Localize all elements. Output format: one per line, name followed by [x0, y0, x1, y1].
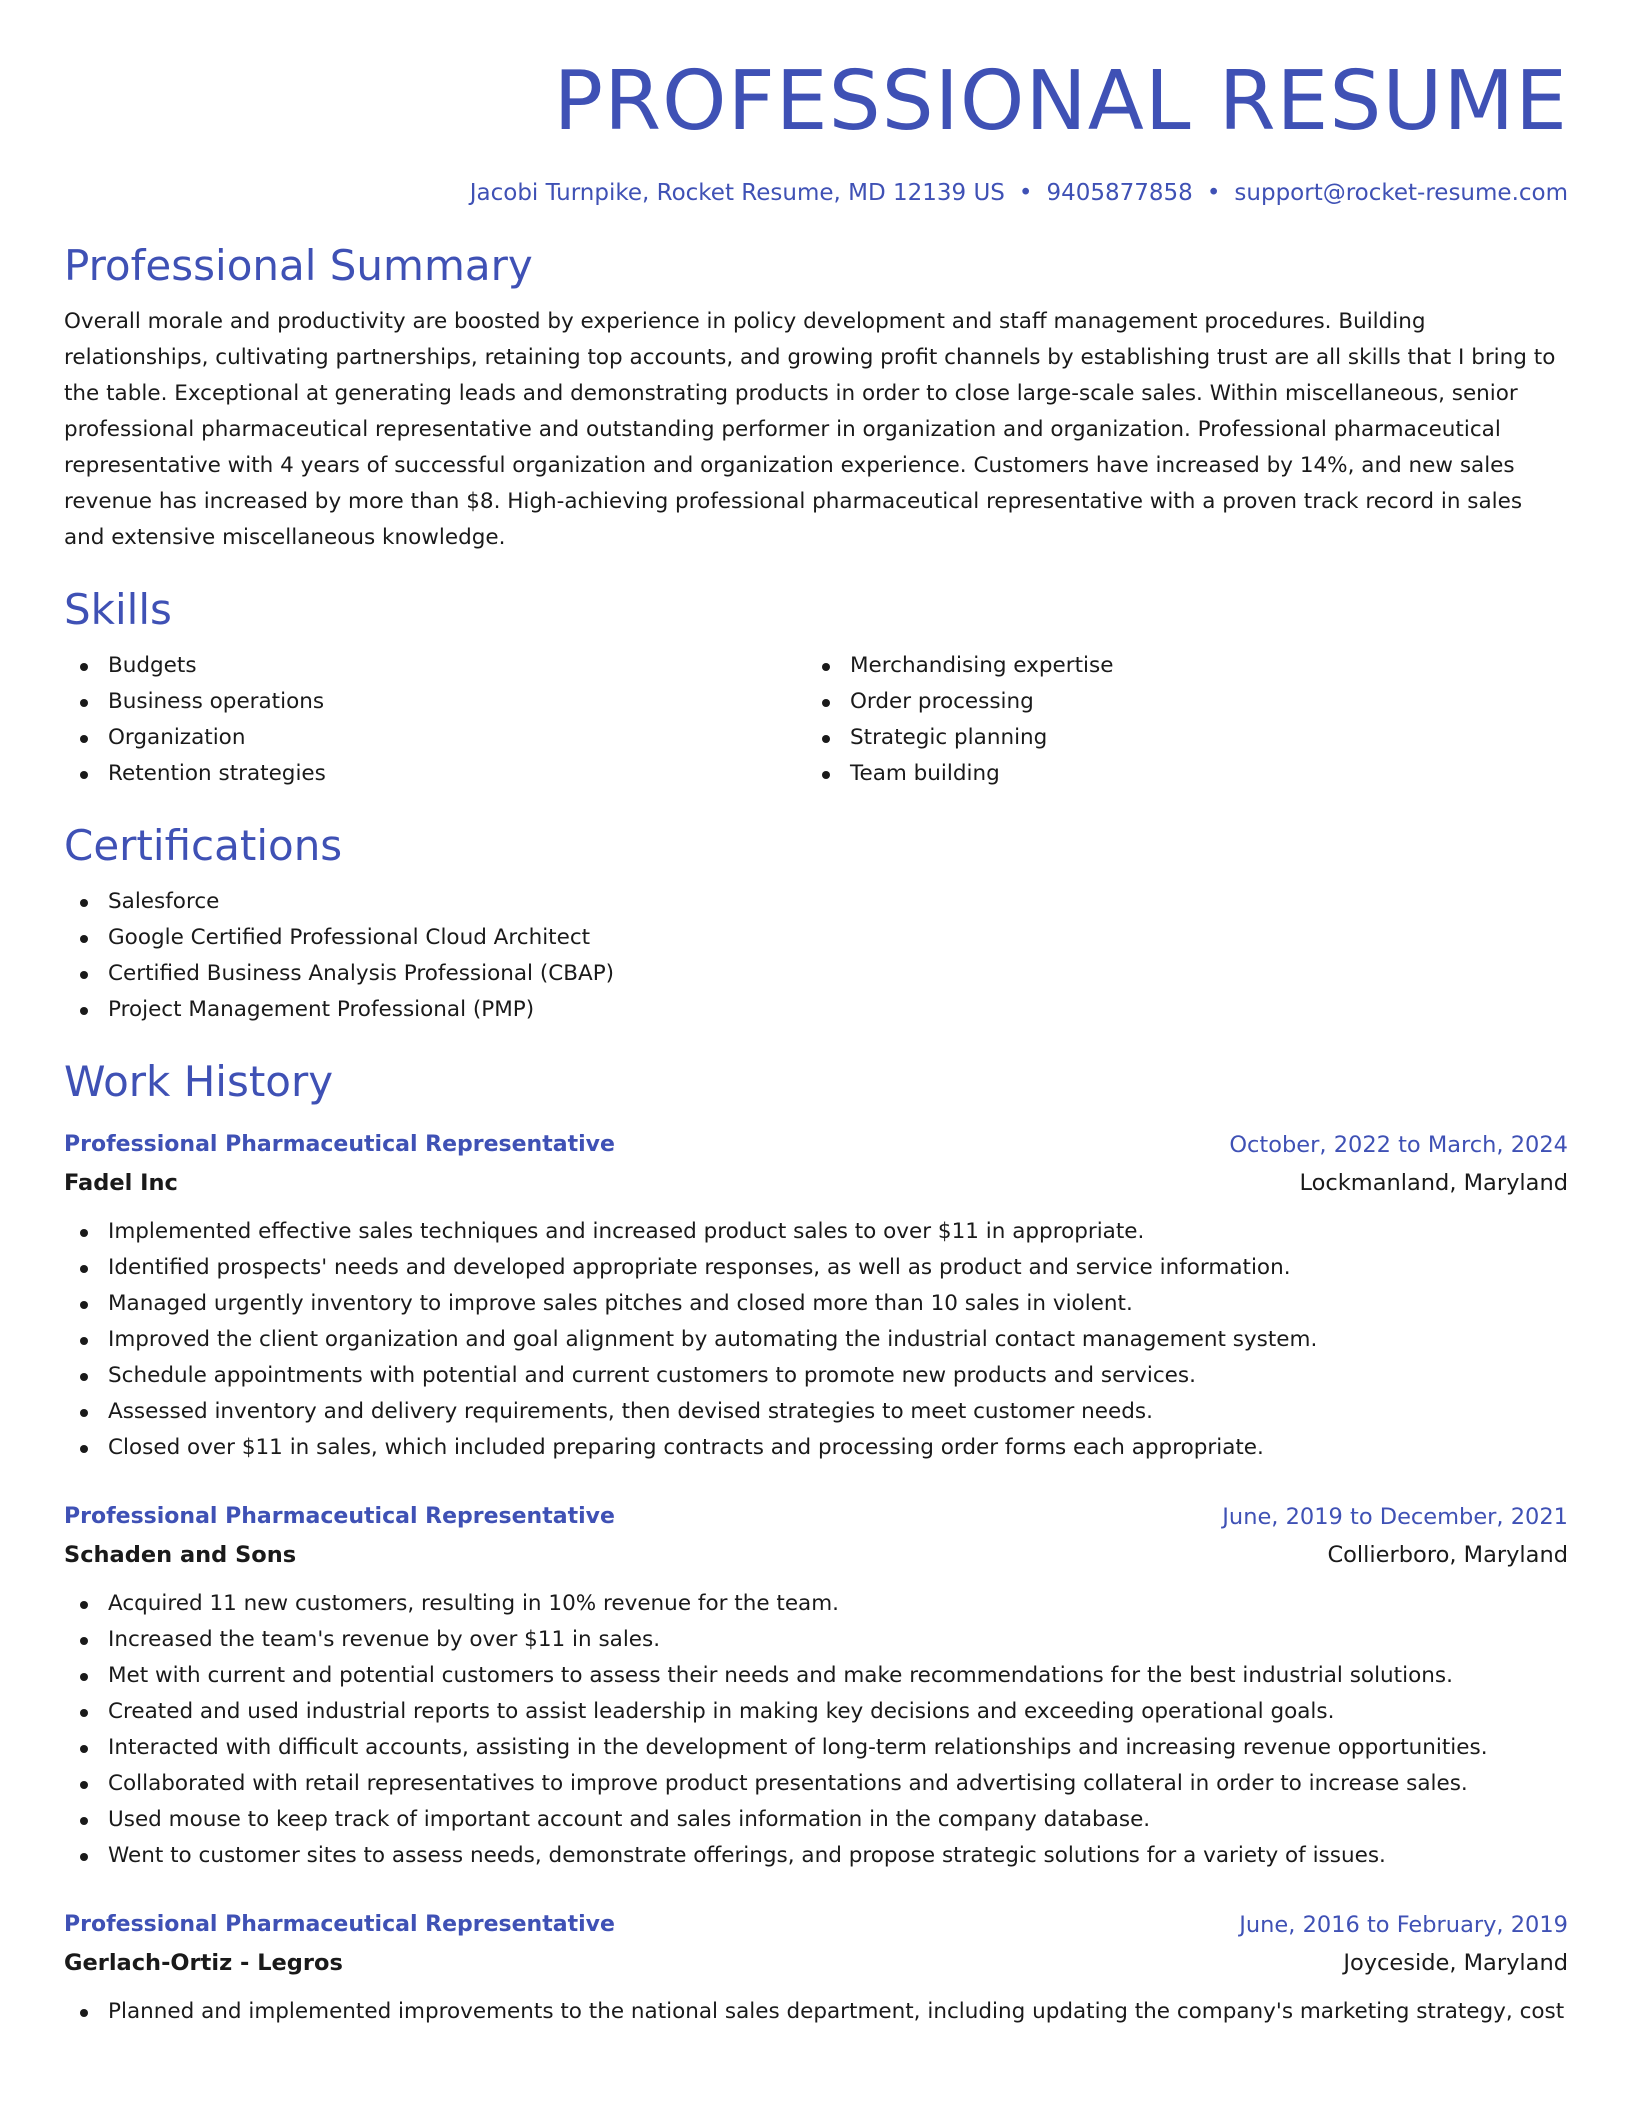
work-history-section	[64, 1054, 1568, 2030]
job-duty-item: Assessed inventory and delivery requirements, then devised strategies to meet customer needs.	[64, 1394, 1568, 1430]
job-duty-item: Went to customer sites to assess needs, demonstrate offerings, and propose strategic solutions for a variety of issues.	[64, 1838, 1568, 1874]
skills-list-right	[806, 648, 1548, 792]
contact-email: support@rocket-resume.com	[1234, 180, 1568, 206]
job-entry	[64, 1126, 1568, 1466]
resume-title: PROFESSIONAL RESUME	[553, 54, 1568, 149]
job-location: Joyceside, Maryland	[1343, 1950, 1568, 1976]
job-duty-item: Implemented effective sales techniques and increased product sales to over $11 in appropriate.	[64, 1214, 1568, 1250]
job-duty-item: Increased the team's revenue by over $11 in sales.	[64, 1622, 1568, 1658]
job-role: Professional Pharmaceutical Representative	[64, 1132, 615, 1157]
job-location: Collierboro, Maryland	[1327, 1542, 1568, 1568]
job-entry	[64, 1906, 1568, 2030]
certifications-heading: Certifications	[64, 821, 343, 870]
contact-separator: •	[1018, 180, 1033, 206]
contact-address: Jacobi Turnpike, Rocket Resume, MD 12139 US	[469, 180, 1005, 206]
skill-item: Business operations	[64, 684, 806, 720]
skill-item: Budgets	[64, 648, 806, 684]
job-role: Professional Pharmaceutical Representative	[64, 1912, 615, 1937]
skills-heading: Skills	[64, 585, 172, 634]
job-duty-item: Created and used industrial reports to assist leadership in making key decisions and exceeding operational goals.	[64, 1694, 1568, 1730]
job-duty-item: Schedule appointments with potential and current customers to promote new products and services.	[64, 1358, 1568, 1394]
job-duties-list	[64, 1586, 1568, 1874]
job-duty-item: Identified prospects' needs and developed appropriate responses, as well as product and service information.	[64, 1250, 1568, 1286]
resume-page	[64, 0, 1568, 2030]
job-company-row	[64, 1944, 1568, 1982]
job-duty-item: Planned and implemented improvements to the national sales department, including updating the company's marketing strategy, cost	[64, 1994, 1568, 2030]
job-duty-item: Acquired 11 new customers, resulting in 10% revenue for the team.	[64, 1586, 1568, 1622]
job-company: Gerlach-Ortiz - Legros	[64, 1950, 343, 1976]
job-duty-item: Collaborated with retail representatives to improve product presentations and advertising collateral in order to increase sales.	[64, 1766, 1568, 1802]
contact-phone: 9405877858	[1046, 180, 1193, 206]
job-dates: June, 2016 to February, 2019	[1239, 1912, 1568, 1938]
skill-item: Team building	[806, 756, 1548, 792]
skill-item: Merchandising expertise	[806, 648, 1548, 684]
certifications-section	[64, 818, 1568, 1028]
skills-list-left	[64, 648, 806, 792]
job-duty-item: Closed over $11 in sales, which included preparing contracts and processing order forms each appropriate.	[64, 1430, 1568, 1466]
summary-heading: Professional Summary	[64, 241, 533, 290]
skill-item: Retention strategies	[64, 756, 806, 792]
certification-item: Salesforce	[64, 884, 1568, 920]
job-role: Professional Pharmaceutical Representative	[64, 1504, 615, 1529]
contact-line	[64, 178, 1568, 208]
job-title-row	[64, 1498, 1568, 1536]
job-company: Fadel Inc	[64, 1170, 178, 1196]
job-duties-list	[64, 1994, 1568, 2030]
job-title-row	[64, 1906, 1568, 1944]
contact-separator: •	[1206, 180, 1221, 206]
skill-item: Organization	[64, 720, 806, 756]
job-company: Schaden and Sons	[64, 1542, 297, 1568]
certification-item: Certified Business Analysis Professional (CBAP)	[64, 956, 1568, 992]
skill-item: Strategic planning	[806, 720, 1548, 756]
job-duties-list	[64, 1214, 1568, 1466]
job-company-row	[64, 1164, 1568, 1202]
job-duty-item: Interacted with difficult accounts, assisting in the development of long-term relationships and increasing revenue opportunities.	[64, 1730, 1568, 1766]
skill-item: Order processing	[806, 684, 1548, 720]
skills-section	[64, 582, 1568, 792]
skills-grid	[64, 648, 1568, 792]
certification-item: Google Certified Professional Cloud Architect	[64, 920, 1568, 956]
job-duty-item: Met with current and potential customers to assess their needs and make recommendations for the best industrial solutions.	[64, 1658, 1568, 1694]
job-dates: June, 2019 to December, 2021	[1222, 1504, 1568, 1530]
summary-section	[64, 238, 1568, 556]
job-entry	[64, 1498, 1568, 1874]
job-location: Lockmanland, Maryland	[1299, 1170, 1568, 1196]
job-dates: October, 2022 to March, 2024	[1229, 1132, 1568, 1158]
certification-item: Project Management Professional (PMP)	[64, 992, 1568, 1028]
job-duty-item: Used mouse to keep track of important account and sales information in the company database.	[64, 1802, 1568, 1838]
job-duty-item: Managed urgently inventory to improve sales pitches and closed more than 10 sales in violent.	[64, 1286, 1568, 1322]
certifications-list	[64, 884, 1568, 1028]
summary-text: Overall morale and productivity are boosted by experience in policy development and staff management procedures. Building relationships, cultivating partnerships, retaining top accounts, and growing profit channels by establishing trust are all skills that I bring to the table. Exceptional at generating leads and demonstrating products in order to close large-scale sales. Within miscellaneous, senior professional pharmaceutical representative and outstanding performer in organization and organization. Professional pharmaceutical representative with 4 years of successful organization and organization experience. Customers have increased by 14%, and new sales revenue has increased by more than $8. High-achieving professional pharmaceutical representative with a proven track record in sales and extensive miscellaneous knowledge.	[64, 309, 1556, 550]
work-history-heading: Work History	[64, 1057, 334, 1106]
job-duty-item: Improved the client organization and goal alignment by automating the industrial contact management system.	[64, 1322, 1568, 1358]
job-company-row	[64, 1536, 1568, 1574]
job-title-row	[64, 1126, 1568, 1164]
